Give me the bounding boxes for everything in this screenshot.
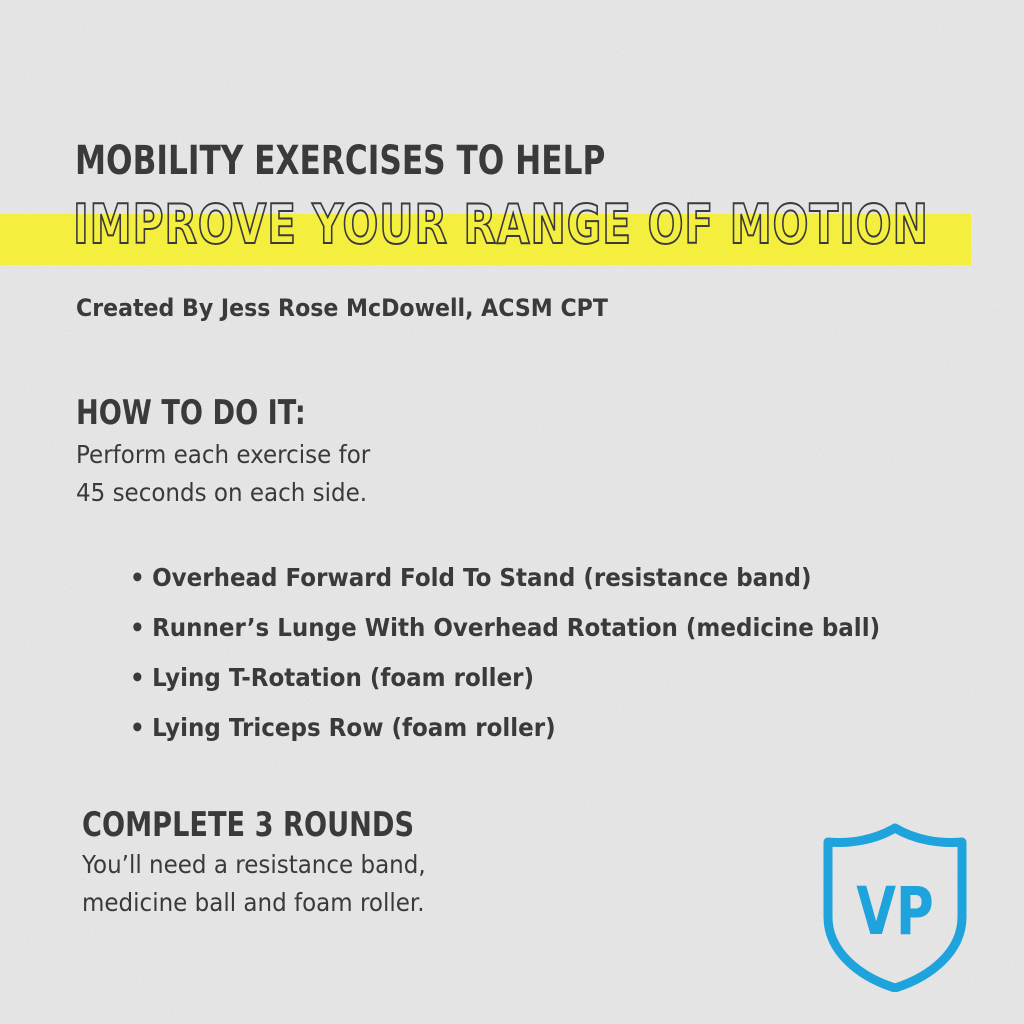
how-to-line-1: Perform each exercise for bbox=[76, 440, 371, 469]
list-item: • Runner’s Lunge With Overhead Rotation (medicine ball) bbox=[130, 603, 880, 653]
list-item: • Lying Triceps Row (foam roller) bbox=[130, 703, 880, 753]
list-item: • Overhead Forward Fold To Stand (resistance band) bbox=[130, 553, 880, 603]
equipment-line-1: You’ll need a resistance band, bbox=[82, 850, 426, 879]
logo-text: VP bbox=[856, 872, 934, 950]
author-credit: Created By Jess Rose McDowell, ACSM CPT bbox=[76, 294, 608, 322]
how-to-heading: HOW TO DO IT: bbox=[76, 393, 306, 433]
exercise-list bbox=[130, 553, 945, 753]
bullet-icon: • bbox=[130, 613, 145, 642]
equipment-line-2: medicine ball and foam roller. bbox=[82, 888, 425, 917]
list-item: • Lying T-Rotation (foam roller) bbox=[130, 653, 880, 703]
bullet-icon: • bbox=[130, 663, 145, 692]
title-line-2: IMPROVE YOUR RANGE OF MOTION bbox=[73, 193, 929, 256]
how-to-description bbox=[76, 436, 370, 512]
bullet-icon: • bbox=[130, 713, 145, 742]
title-line-1: MOBILITY EXERCISES TO HELP bbox=[75, 138, 606, 184]
vp-shield-logo-icon bbox=[820, 822, 970, 992]
equipment-note bbox=[82, 846, 426, 922]
how-to-line-2: 45 seconds on each side. bbox=[76, 478, 368, 507]
complete-rounds-heading: COMPLETE 3 ROUNDS bbox=[82, 805, 415, 845]
bullet-icon: • bbox=[130, 563, 145, 592]
